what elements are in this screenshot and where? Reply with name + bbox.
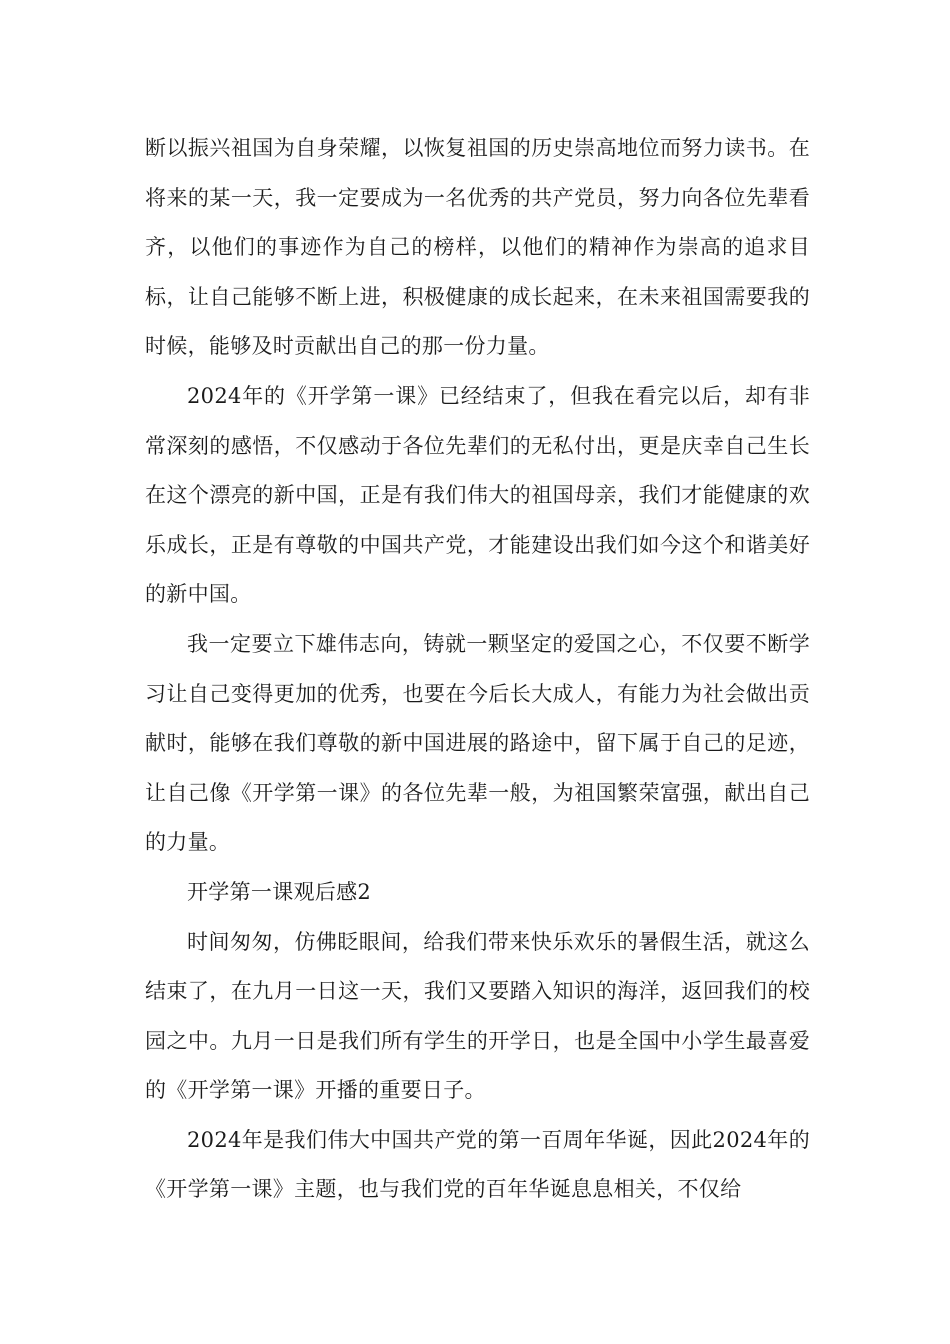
paragraph-5: 2024年是我们伟大中国共产党的第一百周年华诞，因此2024年的《开学第一课》主题，也与我们党的百年华诞息息相关，不仅给	[145, 1127, 810, 1202]
document-body	[145, 124, 810, 1215]
paragraph-2: 2024年的《开学第一课》已经结束了，但我在看完以后，却有非常深刻的感悟，不仅感动于各位先辈们的无私付出，更是庆幸自己生长在这个漂亮的新中国，正是有我们伟大的祖国母亲，我们才能健康的欢乐成长，正是有尊敬的中国共产党，才能建设出我们如今这个和谐美好的新中国。	[145, 383, 810, 607]
paragraph-3: 我一定要立下雄伟志向，铸就一颗坚定的爱国之心，不仅要不断学习让自己变得更加的优秀，也要在今后长大成人，有能力为社会做出贡献时，能够在我们尊敬的新中国进展的路途中，留下属于自己的足迹，让自己像《开学第一课》的各位先辈一般，为祖国繁荣富强，献出自己的力量。	[145, 631, 810, 855]
section-heading: 开学第一课观后感2	[187, 879, 372, 904]
paragraph-4: 时间匆匆，仿佛眨眼间，给我们带来快乐欢乐的暑假生活，就这么结束了，在九月一日这一天，我们又要踏入知识的海洋，返回我们的校园之中。九月一日是我们所有学生的开学日，也是全国中小学生最喜爱的《开学第一课》开播的重要日子。	[145, 929, 810, 1103]
paragraph-1: 断以振兴祖国为自身荣耀，以恢复祖国的历史崇高地位而努力读书。在将来的某一天，我一定要成为一名优秀的共产党员，努力向各位先辈看齐，以他们的事迹作为自己的榜样，以他们的精神作为崇高的追求目标，让自己能够不断上进，积极健康的成长起来，在未来祖国需要我的时候，能够及时贡献出自己的那一份力量。	[145, 136, 810, 359]
